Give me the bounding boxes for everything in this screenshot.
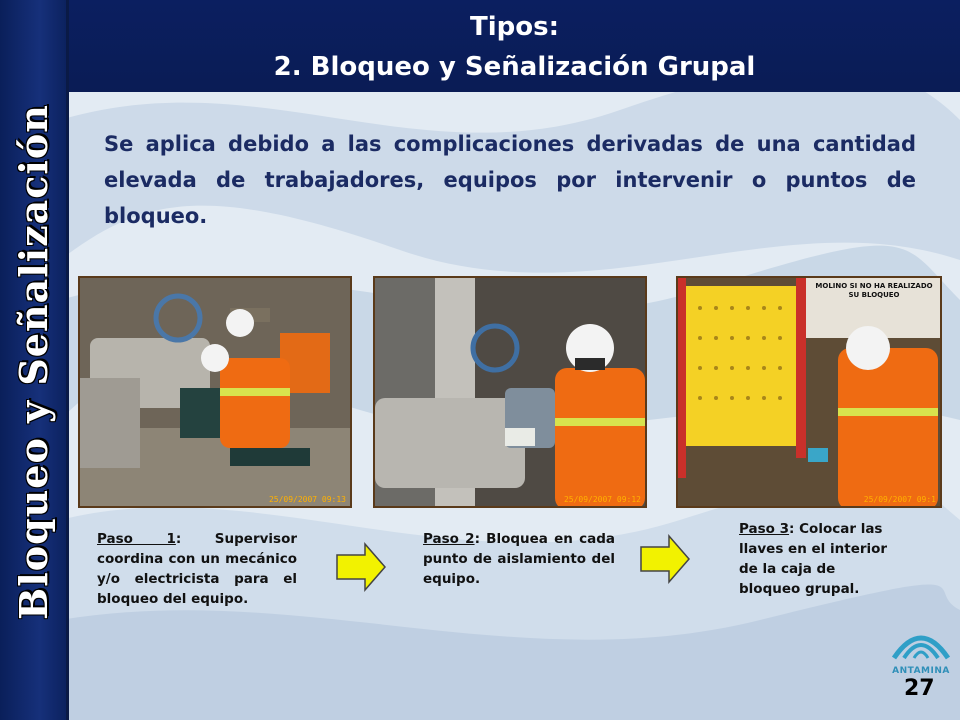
photo-timestamp-3: 25/09/2007 09:1 — [863, 495, 936, 504]
photo-step-3-image — [678, 278, 942, 508]
photo-step-2-image — [375, 278, 647, 508]
arrow-right-icon — [335, 542, 387, 592]
step-3-label: Paso 3 — [739, 521, 790, 537]
antamina-logo-mark-icon — [890, 622, 952, 662]
header-title-line1: Tipos: — [470, 12, 559, 42]
step-2-label: Paso 2 — [423, 531, 475, 547]
photo-timestamp-2: 25/09/2007 09:12 — [563, 495, 641, 504]
photo-step-1 — [78, 276, 352, 508]
antamina-logo — [890, 622, 952, 676]
step-1-label: Paso 1 — [97, 531, 176, 547]
page-number: 27 — [904, 676, 935, 701]
step-1-text: : Supervisor coordina con un mecánico y/o electricista para el bloqueo del equipo. — [97, 531, 298, 607]
photo-step-1-image — [80, 278, 352, 508]
step-1-caption — [97, 529, 297, 609]
step-2-text: : Bloquea en cada punto de aislamiento del equipo. — [423, 531, 615, 587]
photo-sign-text: MOLINO SI NO HA REALIZADO SU BLOQUEO — [815, 282, 933, 299]
step-3-caption — [739, 519, 899, 599]
slide-header — [69, 0, 960, 92]
photo-step-3 — [676, 276, 942, 508]
antamina-logo-text: ANTAMINA — [892, 666, 950, 676]
header-title-line2: 2. Bloqueo y Señalización Grupal — [273, 52, 756, 82]
step-3-text: : Colocar las llaves en el interior de la caja de bloqueo grupal. — [739, 521, 888, 597]
sidebar-divider — [66, 0, 69, 720]
sidebar-title: Bloqueo y Señalización — [10, 104, 56, 620]
photo-timestamp-1: 25/09/2007 09:13 — [268, 495, 346, 504]
step-2-caption — [423, 529, 615, 589]
photo-step-2 — [373, 276, 647, 508]
intro-paragraph: Se aplica debido a las complicaciones derivadas de una cantidad elevada de trabajadores, equipos por intervenir o puntos de bloqueo. — [104, 132, 916, 228]
arrow-right-icon — [639, 534, 691, 584]
